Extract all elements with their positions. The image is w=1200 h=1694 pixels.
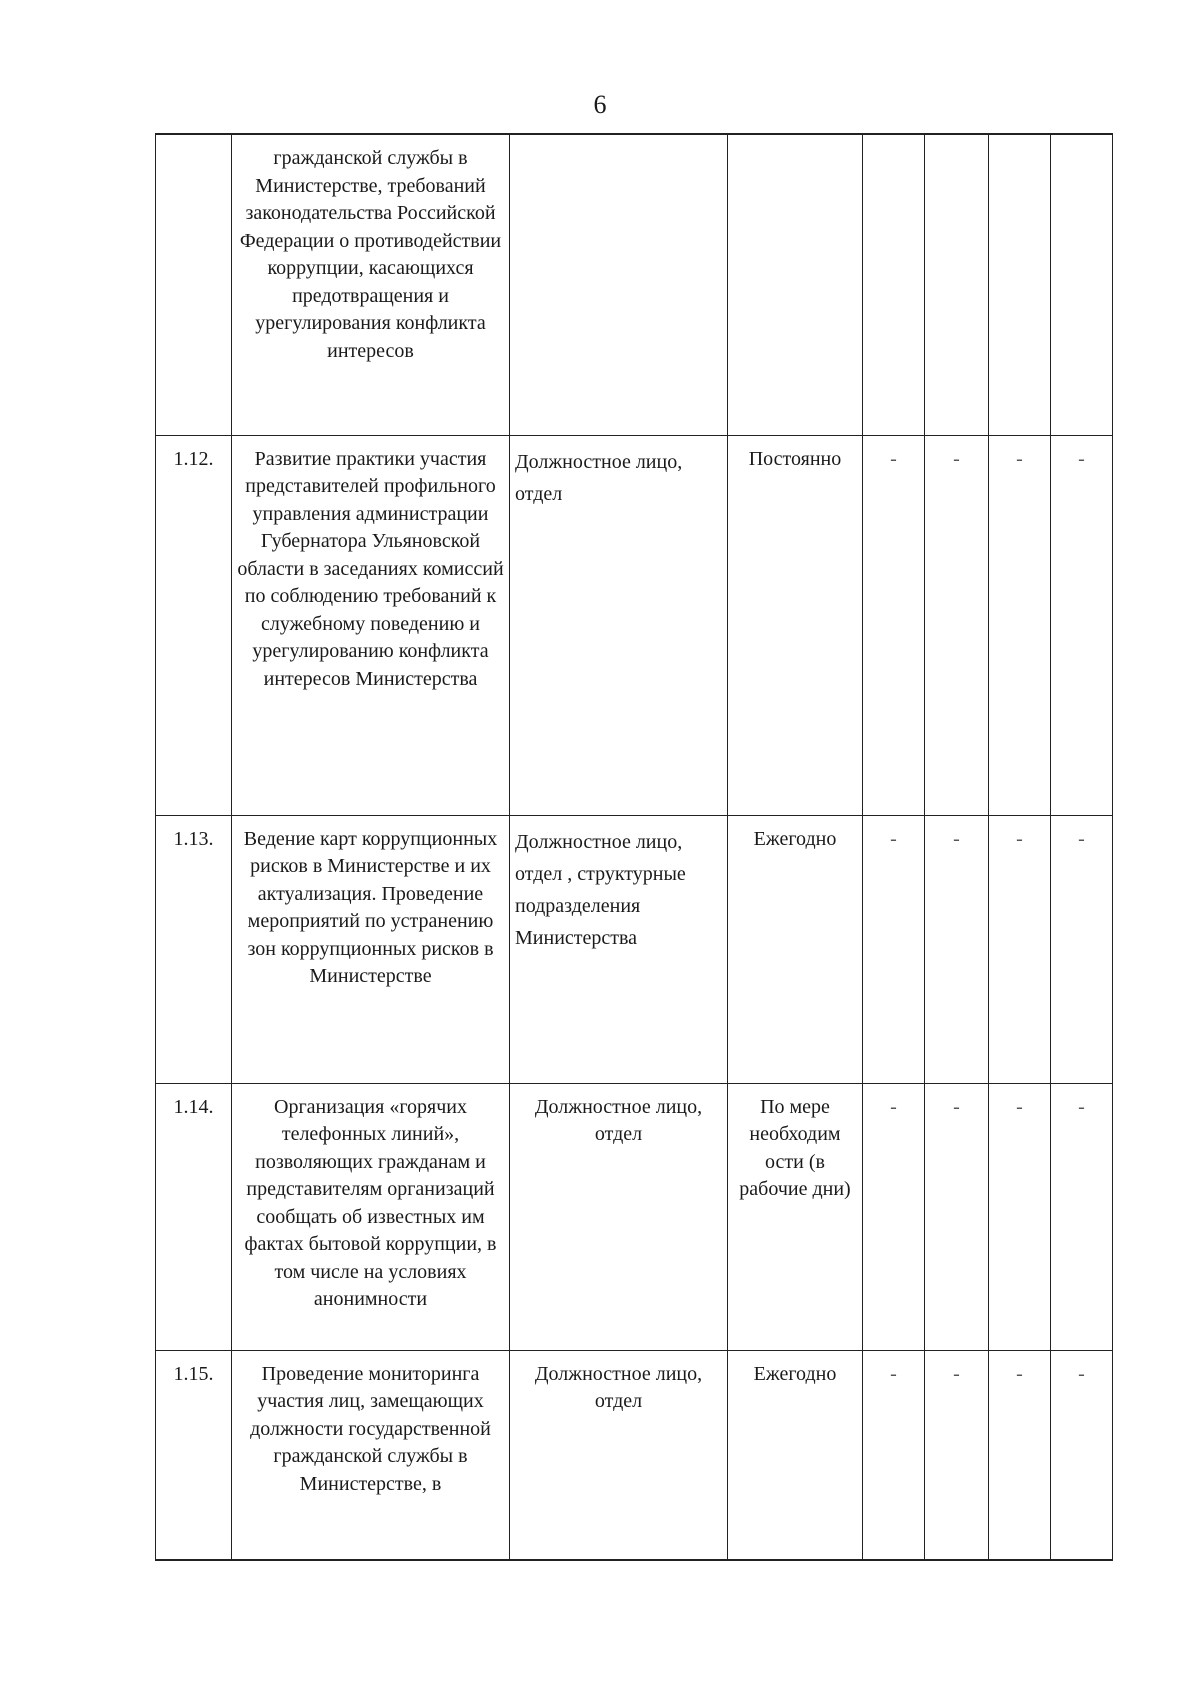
row-number-cell: 1.13. (156, 815, 232, 1083)
value-cell: - (863, 1083, 925, 1350)
row-number-cell: 1.15. (156, 1350, 232, 1560)
term-cell (728, 134, 863, 435)
measure-description-cell: Развитие практики участия представителей профильного управления администрации Губернатора Ульяновской области в заседаниях комиссий по соблюдению требований к служебному поведению и урегулированию конфликта интересов Министерства (232, 435, 510, 815)
row-number-cell (156, 134, 232, 435)
value-cell (925, 134, 989, 435)
table-row (156, 1083, 1113, 1350)
term-cell: По мере необходим ости (в рабочие дни) (728, 1083, 863, 1350)
value-cell: - (1051, 815, 1113, 1083)
value-cell (863, 134, 925, 435)
value-cell (1051, 134, 1113, 435)
value-cell: - (989, 435, 1051, 815)
responsible-cell: Должностное лицо, отдел (510, 435, 728, 815)
measures-table (155, 133, 1113, 1561)
value-cell: - (1051, 1350, 1113, 1560)
measure-description-cell: гражданской службы в Министерстве, требований законодательства Российской Федерации о противодействии коррупции, касающихся предотвращения и урегулирования конфликта интересов (232, 134, 510, 435)
value-cell: - (989, 815, 1051, 1083)
value-cell: - (1051, 1083, 1113, 1350)
measure-description-cell: Организация «горячих телефонных линий», позволяющих гражданам и представителям организаций сообщать об известных им фактах бытовой коррупции, в том числе на условиях анонимности (232, 1083, 510, 1350)
value-cell: - (989, 1083, 1051, 1350)
responsible-cell (510, 134, 728, 435)
value-cell: - (925, 1083, 989, 1350)
row-number-cell: 1.14. (156, 1083, 232, 1350)
responsible-cell: Должностное лицо, отдел (510, 1083, 728, 1350)
responsible-cell: Должностное лицо, отдел , структурные подразделения Министерства (510, 815, 728, 1083)
measure-description-cell: Ведение карт коррупционных рисков в Министерстве и их актуализация. Проведение мероприятий по устранению зон коррупционных рисков в Министерстве (232, 815, 510, 1083)
value-cell: - (925, 815, 989, 1083)
measure-description-cell: Проведение мониторинга участия лиц, замещающих должности государственной гражданской службы в Министерстве, в (232, 1350, 510, 1560)
value-cell: - (863, 435, 925, 815)
table-row (156, 134, 1113, 435)
value-cell: - (989, 1350, 1051, 1560)
value-cell (989, 134, 1051, 435)
page-number: 6 (593, 90, 607, 119)
table-row (156, 435, 1113, 815)
responsible-cell: Должностное лицо, отдел (510, 1350, 728, 1560)
term-cell: Ежегодно (728, 815, 863, 1083)
value-cell: - (925, 1350, 989, 1560)
term-cell: Постоянно (728, 435, 863, 815)
value-cell: - (1051, 435, 1113, 815)
term-cell: Ежегодно (728, 1350, 863, 1560)
row-number-cell: 1.12. (156, 435, 232, 815)
table-row (156, 1350, 1113, 1560)
value-cell: - (863, 815, 925, 1083)
table-row (156, 815, 1113, 1083)
value-cell: - (863, 1350, 925, 1560)
value-cell: - (925, 435, 989, 815)
